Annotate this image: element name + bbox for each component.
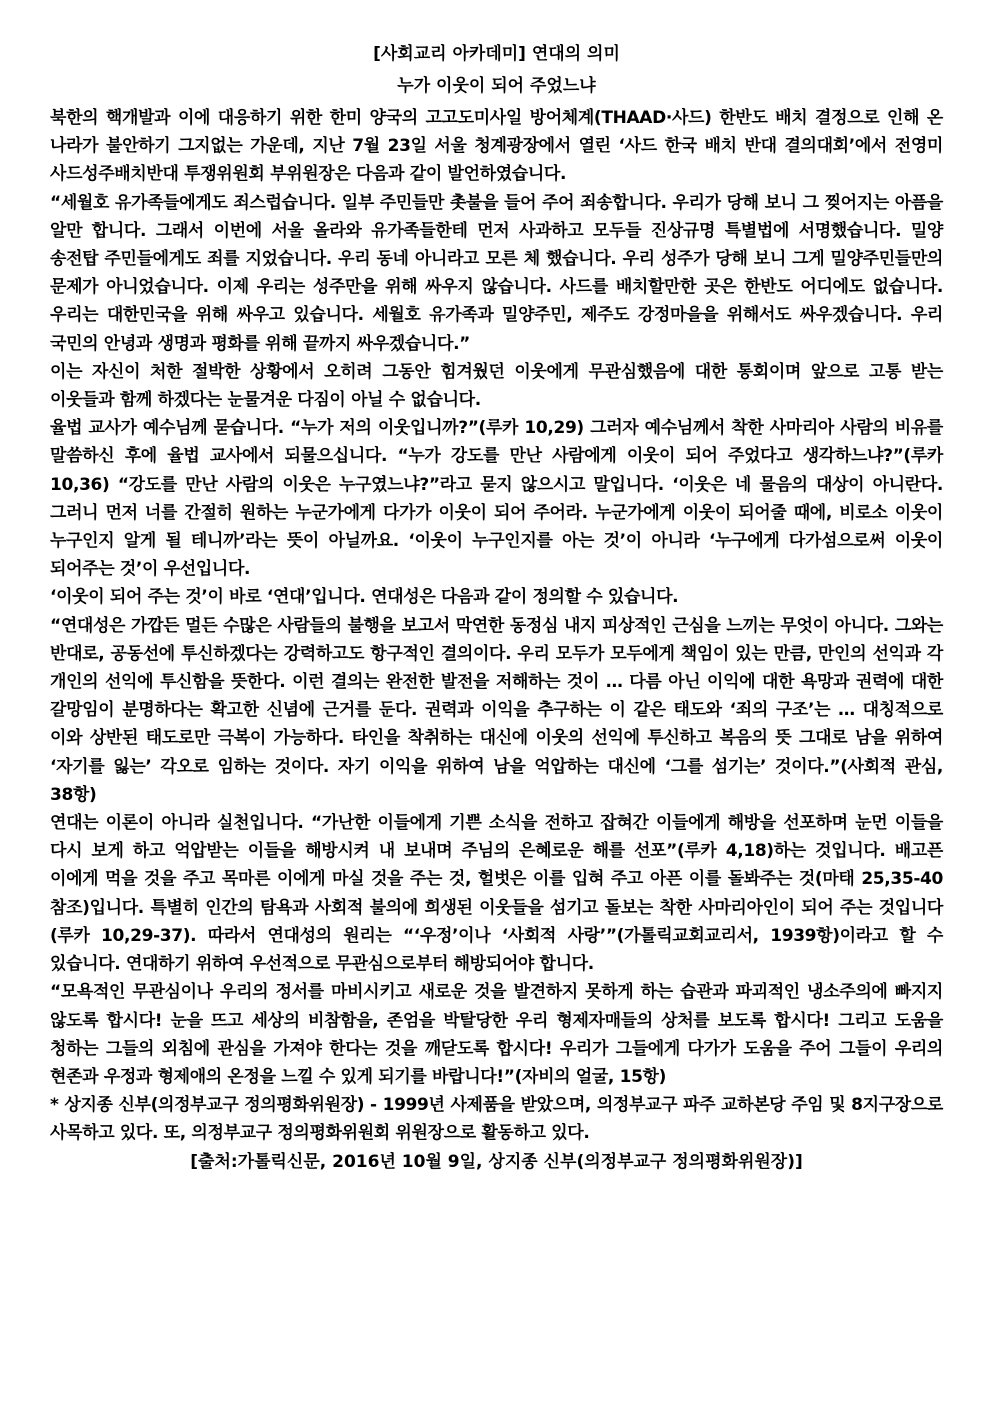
paragraph-quote-social-concern: “연대성은 가깝든 멀든 수많은 사람들의 불행을 보고서 막연한 동정심 내지 피상적인 근심을 느끼는 무엇이 아니다. 그와는 반대로, 공동선에 투신하겠다는 강력하고도 항구적인 결의이다. 우리 모두가 모두에게 책임이 있는 만큼, 만인의 선익과 각 개인의 선익에 투신함을 뜻한다. 이런 결의는 완전한 발전을 저해하는 것이 … 다름 아닌 이익에 대한 욕망과 권력에 대한 갈망임이 분명하다는 확고한 신념에 근거를 둔다. 권력과 이익을 추구하는 이 같은 태도와 ‘죄의 구조’는 … 대칭적으로 이와 상반된 태도로만 극복이 가능하다. 타인을 착취하는 대신에 이웃의 선익에 투신하고 복음의 뜻 그대로 남을 위하여 ‘자기를 잃는’ 각오로 임하는 것이다. 자기 이익을 위하여 남을 억압하는 대신에 ‘그를 섬기는’ 것이다.”(사회적 관심, 38항) [50, 615, 943, 805]
paragraph-author-note: * 상지종 신부(의정부교구 정의평화위원장) - 1999년 사제품을 받았으며, 의정부교구 파주 교하본당 주임 및 8지구장으로 사목하고 있다. 또, 의정부교구 정의평화위원회 위원장으로 활동하고 있다. [50, 1095, 943, 1144]
document-title: [사회교리 아카데미] 연대의 의미 [373, 44, 620, 64]
document-subtitle: 누가 이웃이 되어 주었느냐 [397, 76, 596, 96]
source-citation: [출처:가톨릭신문, 2016년 10월 9일, 상지종 신부(의정부교구 정의평화위원장)] [190, 1151, 803, 1172]
paragraph-quote-sewol: “세월호 유가족들에게도 죄스럽습니다. 일부 주민들만 촛불을 들어 주어 죄송합니다. 우리가 당해 보니 그 찢어지는 아픔을 알만 합니다. 그래서 이번에 서울 올라와 유가족들한테 먼저 사과하고 모두들 진상규명 특별법에 서명했습니다. 밀양 송전탑 주민들에게도 죄를 지었습니다. 우리 동네 아니라고 모른 체 했습니다. 우리 성주가 당해 보니 그게 밀양주민들만의 문제가 아니었습니다. 이제 우리는 성주만을 위해 싸우지 않습니다. 사드를 배치할만한 곳은 한반도 어디에도 없습니다. 우리는 대한민국을 위해 싸우고 있습니다. 세월호 유가족과 밀양주민, 제주도 강정마을을 위해서도 싸우겠습니다. 우리 국민의 안녕과 생명과 평화를 위해 끝까지 싸우겠습니다.” [50, 192, 943, 354]
paragraph-good-samaritan: 율법 교사가 예수님께 묻습니다. “누가 저의 이웃입니까?”(루카 10,29) 그러자 예수님께서 착한 사마리아 사람의 비유를 말씀하신 후에 율법 교사에서 되물으십니다. “누가 강도를 만난 사람에게 이웃이 되어 주었다고 생각하느냐?”(루카 10,36) “강도를 만난 사람의 이웃은 누구였느냐?”라고 묻지 않으시고 말입니다. ‘이웃은 네 물음의 대상이 아니란다. 그러니 먼저 너를 간절히 원하는 누군가에게 다가가 이웃이 되어 주어라. 누군가에게 이웃이 되어줄 때에, 비로소 이웃이 누구인지 알게 될 테니까’라는 뜻이 아닐까요. ‘이웃이 누구인지를 아는 것’이 아니라 ‘누구에게 다가섬으로써 이웃이 되어주는 것’이 우선입니다. [50, 418, 943, 580]
paragraph-reflection: 이는 자신이 처한 절박한 상황에서 오히려 그동안 힘겨웠던 이웃에게 무관심했음에 대한 통회이며 앞으로 고통 받는 이웃들과 함께 하겠다는 눈물겨운 다짐이 아닐 수 없습니다. [50, 361, 943, 411]
paragraph-practice: 연대는 이론이 아니라 실천입니다. “가난한 이들에게 기쁜 소식을 전하고 잡혀간 이들에게 해방을 선포하며 눈먼 이들을 다시 보게 하고 억압받는 이들을 해방시켜 내 보내며 주님의 은혜로운 해를 선포”(루카 4,18)하는 것입니다. 배고픈 이에게 먹을 것을 주고 목마른 이에게 마실 것을 주는 것, 헐벗은 이를 입혀 주고 아픈 이를 돌봐주는 것(마태 25,35-40 참조)입니다. 특별히 인간의 탐욕과 사회적 불의에 희생된 이웃들을 섬기고 돌보는 착한 사마리아인이 되어 주는 것입니다(루카 10,29-37). 따라서 연대성의 원리는 “‘우정’이나 ‘사회적 사랑’”(가톨릭교회교리서, 1939항)이라고 할 수 있습니다. 연대하기 위하여 우선적으로 무관심으로부터 해방되어야 합니다. [50, 813, 943, 975]
paragraph-solidarity-definition-intro: ‘이웃이 되어 주는 것’이 바로 ‘연대’입니다. 연대성은 다음과 같이 정의할 수 있습니다. [50, 587, 679, 608]
paragraph-intro: 북한의 핵개발과 이에 대응하기 위한 한미 양국의 고고도미사일 방어체계(THAAD·사드) 한반도 배치 결정으로 인해 온 나라가 불안하기 그지없는 가운데, 지난 7월 23일 서울 청계광장에서 열린 ‘사드 한국 배치 반대 결의대회’에서 전영미 사드성주배치반대 투쟁위원회 부위원장은 다음과 같이 발언하였습니다. [50, 108, 943, 185]
document-body [50, 104, 943, 1148]
document-page [50, 40, 943, 1176]
paragraph-quote-face-of-mercy: “모욕적인 무관심이나 우리의 정서를 마비시키고 새로운 것을 발견하지 못하게 하는 습관과 파괴적인 냉소주의에 빠지지 않도록 합시다! 눈을 뜨고 세상의 비참함을, 존엄을 박탈당한 우리 형제자매들의 상처를 보도록 합시다! 그리고 도움을 청하는 그들의 외침에 관심을 가져야 한다는 것을 깨닫도록 합시다! 우리가 그들에게 다가가 도움을 주어 그들이 우리의 현존과 우정과 형제애의 온정을 느낄 수 있게 되기를 바랍니다!”(자비의 얼굴, 15항) [50, 982, 943, 1087]
